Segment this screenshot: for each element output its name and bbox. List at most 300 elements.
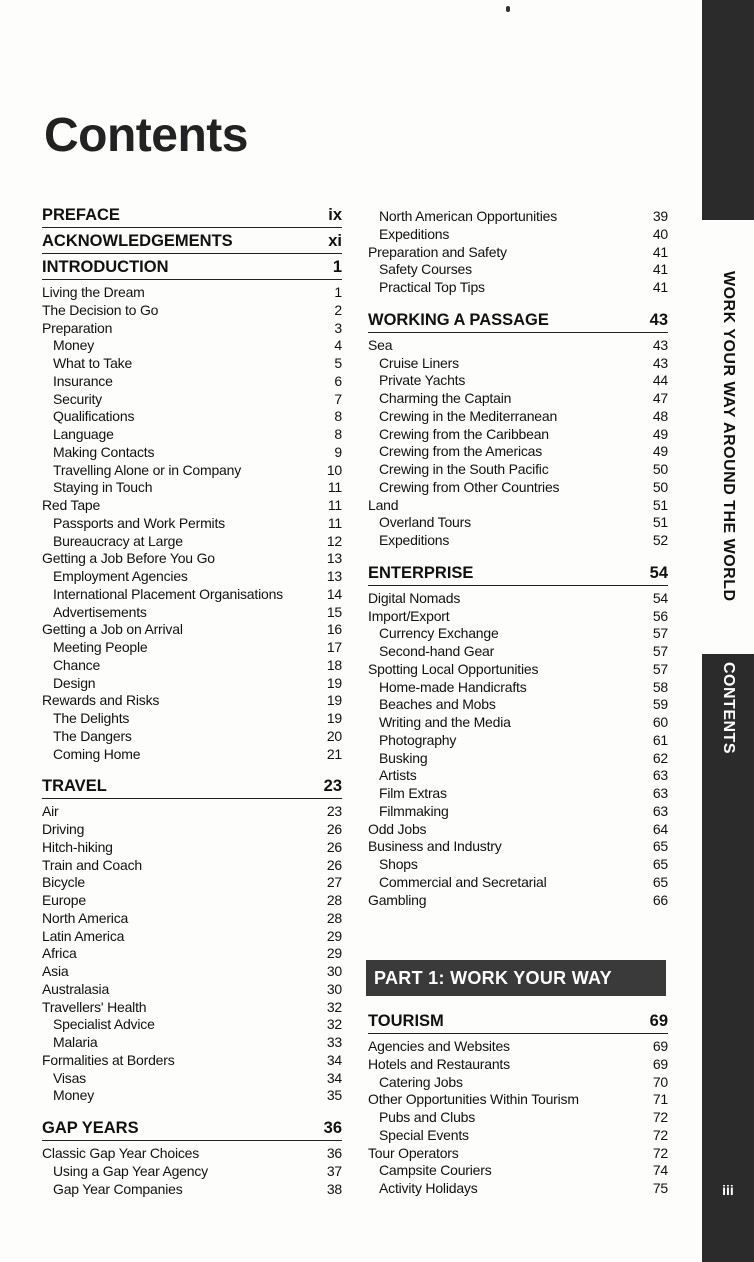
entry-title: Staying in Touch (53, 479, 153, 496)
page-ref: 23 (323, 777, 342, 796)
page-ref: 27 (326, 874, 342, 891)
page-ref: 18 (326, 656, 342, 673)
toc-entry (368, 679, 668, 697)
page-ref: 60 (652, 714, 668, 730)
entry-title: Practical Top Tips (379, 279, 485, 295)
page-ref: 33 (326, 1034, 342, 1050)
page-ref: 39 (652, 208, 668, 224)
page-ref: ix (328, 206, 342, 224)
toc-entry (42, 839, 342, 857)
page-ref: 13 (326, 550, 342, 567)
page-ref: 28 (326, 892, 342, 908)
toc-entry (42, 803, 342, 821)
spacer (368, 550, 668, 564)
toc-entry (42, 910, 342, 928)
page-ref: 49 (652, 425, 668, 442)
toc-entry (368, 874, 668, 892)
entry-title: Other Opportunities Within Tourism (368, 1091, 579, 1108)
entry-title: Busking (379, 749, 428, 766)
toc-entry (42, 462, 342, 480)
entry-title: Meeting People (53, 639, 148, 655)
toc-entry (42, 1034, 342, 1052)
entry-title: Using a Gap Year Agency (53, 1162, 208, 1179)
entry-title: Import/Export (368, 607, 450, 624)
toc-entry (368, 821, 668, 839)
page-ref: 57 (652, 625, 668, 642)
entry-title: Home-made Handicrafts (379, 678, 527, 695)
entry-title: Beaches and Mobs (379, 696, 496, 713)
entry-title: Odd Jobs (368, 820, 427, 837)
page-ref: 29 (326, 927, 342, 944)
toc-entry (368, 337, 668, 355)
toc-entry (42, 728, 342, 746)
page-ref: 63 (652, 767, 668, 784)
entry-title: Red Tape (42, 497, 101, 513)
page-ref: 72 (652, 1144, 668, 1161)
page-ref: 7 (334, 390, 342, 407)
entry-title: Money (53, 337, 95, 354)
page-ref: 10 (326, 461, 342, 478)
entry-title: Digital Nomads (368, 589, 461, 606)
toc-entry (42, 1181, 342, 1199)
toc-entry (42, 426, 342, 444)
toc-entry (42, 999, 342, 1017)
entry-title: The Delights (53, 710, 130, 726)
toc-entry (368, 1162, 668, 1180)
page-ref: 51 (652, 496, 668, 513)
page-ref: 4 (334, 337, 342, 354)
page-number: iii (722, 1182, 734, 1198)
entry-title: Hitch-hiking (42, 838, 113, 855)
page-ref: 13 (326, 568, 342, 584)
page-ref: 50 (652, 478, 668, 495)
page-ref: 36 (323, 1119, 342, 1137)
toc-section-header (42, 777, 342, 799)
entry-title: Land (368, 496, 399, 513)
toc-entry (368, 732, 668, 750)
toc-entry (368, 608, 668, 626)
page-ref: 14 (326, 585, 342, 602)
toc-entry (368, 532, 668, 550)
toc-entry (42, 1016, 342, 1034)
toc-section-header (42, 1119, 342, 1141)
page-ref: 48 (652, 407, 668, 424)
entry-title: Employment Agencies (53, 568, 188, 584)
entry-title: Insurance (53, 372, 113, 389)
page-ref: 43 (652, 354, 668, 371)
toc-entry (42, 639, 342, 657)
page-ref: 17 (326, 639, 342, 655)
entry-title: Campsite Couriers (379, 1162, 492, 1179)
toc-entry (42, 284, 342, 302)
toc-section-header (42, 232, 342, 254)
entry-title: Special Events (379, 1126, 469, 1143)
toc-entry (42, 1163, 342, 1181)
entry-title: Currency Exchange (379, 625, 499, 642)
page-ref: 50 (652, 461, 668, 477)
entry-title: Expeditions (379, 532, 450, 548)
toc-entry (42, 302, 342, 320)
toc-entry (368, 443, 668, 461)
page-ref: 12 (326, 532, 342, 549)
page-ref: 64 (652, 820, 668, 837)
entry-title: Australasia (42, 980, 110, 997)
entry-title: Tour Operators (368, 1144, 459, 1161)
entry-title: Preparation and Safety (368, 243, 507, 260)
entry-title: Coming Home (53, 745, 141, 762)
toc-entry (42, 320, 342, 338)
page-ref: 51 (652, 514, 668, 531)
toc-entry (368, 714, 668, 732)
toc-entry (368, 1127, 668, 1145)
entry-title: Crewing from the Caribbean (379, 425, 549, 442)
entry-title: Safety Courses (379, 261, 472, 278)
toc-entry (368, 514, 668, 532)
sidebar-section (702, 662, 754, 782)
page-ref: 19 (326, 710, 342, 726)
page-ref: 65 (652, 856, 668, 872)
entry-title: Artists (379, 767, 417, 784)
entry-title: Shops (379, 856, 418, 872)
toc-entry (42, 710, 342, 728)
entry-title: Expeditions (379, 225, 450, 242)
page-ref: 6 (334, 372, 342, 389)
entry-title: Chance (53, 656, 101, 673)
page-ref: 70 (652, 1073, 668, 1090)
ink-speck (506, 6, 510, 12)
toc-entry (368, 208, 668, 226)
entry-title: Bureaucracy at Large (53, 532, 183, 549)
page-ref: 75 (652, 1180, 668, 1196)
entry-title: Bicycle (42, 874, 85, 891)
page-ref: 30 (326, 980, 342, 997)
toc-entry (368, 590, 668, 608)
toc-entry (42, 337, 342, 355)
entry-title: What to Take (53, 355, 133, 371)
toc-entry (368, 461, 668, 479)
toc-entry (42, 1087, 342, 1105)
page-ref: 1 (334, 284, 342, 300)
page-ref: 32 (326, 998, 342, 1015)
entry-title: Crewing in the South Pacific (379, 461, 549, 477)
page-ref: 16 (326, 621, 342, 638)
page-ref: 57 (652, 660, 668, 677)
entry-title: Design (53, 674, 96, 691)
section-title: TOURISM (368, 1012, 444, 1030)
toc-entry (42, 928, 342, 946)
section-title: GAP YEARS (42, 1119, 139, 1137)
page-ref: 26 (326, 838, 342, 855)
page-ref: 41 (652, 279, 668, 295)
page-ref: 34 (326, 1051, 342, 1068)
entry-title: Latin America (42, 927, 125, 944)
page-ref: 34 (326, 1069, 342, 1086)
entry-title: Filmmaking (379, 802, 449, 819)
page-ref: 15 (326, 603, 342, 620)
page-ref: 28 (326, 909, 342, 926)
entry-title: Money (53, 1087, 95, 1104)
entry-title: Gap Year Companies (53, 1180, 183, 1197)
entry-title: International Placement Organisations (53, 585, 283, 602)
page-ref: 43 (649, 310, 668, 329)
toc-entry (42, 479, 342, 497)
toc-entry (368, 408, 668, 426)
toc-tourism-column (368, 1012, 668, 1198)
toc-entry (42, 444, 342, 462)
page-ref: 3 (334, 319, 342, 336)
book-title-text: WORK YOUR WAY AROUND THE WORLD (720, 270, 737, 602)
toc-entry (42, 746, 342, 764)
toc-entry (368, 426, 668, 444)
toc-section-header (368, 564, 668, 586)
toc-entry (368, 803, 668, 821)
toc-entry (42, 604, 342, 622)
toc-entry (42, 945, 342, 963)
toc-entry (368, 226, 668, 244)
entry-title: Rewards and Risks (42, 692, 160, 709)
toc-entry (368, 767, 668, 785)
entry-title: Writing and the Media (379, 714, 511, 730)
entry-title: Hotels and Restaurants (368, 1055, 510, 1072)
page-ref: 35 (326, 1087, 342, 1104)
entry-title: Qualifications (53, 408, 135, 425)
toc-entry (368, 390, 668, 408)
toc-entry (42, 657, 342, 675)
toc-entry (42, 1052, 342, 1070)
entry-title: Photography (379, 731, 457, 748)
toc-entry (368, 1074, 668, 1092)
page-ref: 69 (649, 1012, 668, 1030)
page-ref: 54 (652, 589, 668, 606)
entry-title: Preparation (42, 319, 113, 336)
section-title: ACKNOWLEDGEMENTS (42, 232, 233, 250)
page-ref: 40 (652, 225, 668, 242)
spacer (42, 1105, 342, 1119)
page-ref: 52 (652, 532, 668, 548)
page-ref: 19 (326, 674, 342, 691)
toc-entry (368, 355, 668, 373)
section-title: PREFACE (42, 206, 120, 224)
toc-entry (42, 1145, 342, 1163)
toc-entry (368, 1091, 668, 1109)
toc-section-header (42, 258, 342, 280)
entry-title: Second-hand Gear (379, 643, 495, 659)
toc-entry (368, 856, 668, 874)
entry-title: The Decision to Go (42, 301, 159, 318)
page-ref: 44 (652, 372, 668, 389)
page-ref: 2 (334, 301, 342, 318)
entry-title: North American Opportunities (379, 208, 558, 224)
page-ref: 58 (652, 678, 668, 695)
page-ref: 30 (326, 963, 342, 979)
entry-title: Making Contacts (53, 443, 155, 460)
page-ref: 32 (326, 1016, 342, 1033)
entry-title: Specialist Advice (53, 1016, 155, 1033)
page-ref: 66 (652, 891, 668, 908)
page-ref: 47 (652, 390, 668, 406)
toc-entry (368, 838, 668, 856)
entry-title: Business and Industry (368, 838, 502, 855)
toc-entry (42, 373, 342, 391)
page-ref: 38 (326, 1180, 342, 1197)
page-ref: 21 (326, 745, 342, 762)
entry-title: Crewing in the Mediterranean (379, 407, 558, 424)
toc-entry (42, 497, 342, 515)
toc-entry (368, 643, 668, 661)
entry-title: Train and Coach (42, 856, 142, 873)
toc-section-header (42, 206, 342, 228)
entry-title: The Dangers (53, 727, 132, 744)
entry-title: Africa (42, 945, 77, 962)
entry-title: Classic Gap Year Choices (42, 1145, 200, 1161)
toc-entry (42, 408, 342, 426)
entry-title: Malaria (53, 1034, 98, 1050)
entry-title: Sea (368, 336, 393, 353)
toc-right-column (368, 208, 668, 909)
toc-entry (368, 261, 668, 279)
toc-entry (368, 1180, 668, 1198)
entry-title: Gambling (368, 891, 427, 908)
page-ref: 20 (326, 727, 342, 744)
toc-entry (368, 1038, 668, 1056)
toc-entry (42, 981, 342, 999)
entry-title: Getting a Job Before You Go (42, 550, 215, 567)
entry-title: Travellers' Health (42, 998, 147, 1015)
entry-title: Film Extras (379, 785, 447, 801)
page-ref: 71 (652, 1091, 668, 1108)
entry-title: Agencies and Websites (368, 1038, 510, 1054)
page-ref: 41 (652, 261, 668, 278)
entry-title: Europe (42, 892, 86, 908)
page-ref: 43 (652, 336, 668, 353)
page-ref: 65 (652, 838, 668, 855)
toc-entry (368, 497, 668, 515)
entry-title: Commercial and Secretarial (379, 873, 547, 890)
page-ref: 41 (652, 243, 668, 260)
entry-title: Security (53, 390, 102, 407)
spacer (42, 763, 342, 777)
toc-section-header (368, 1012, 668, 1034)
entry-title: Visas (53, 1069, 86, 1086)
toc-entry (42, 857, 342, 875)
page-ref: 8 (334, 408, 342, 425)
page-ref: 63 (652, 785, 668, 801)
toc-entry (42, 692, 342, 710)
page-ref: 62 (652, 749, 668, 766)
sidebar-book-title (702, 236, 754, 636)
toc-left-column (42, 206, 342, 1198)
toc-entry (42, 515, 342, 533)
toc-entry (368, 1145, 668, 1163)
toc-entry (42, 568, 342, 586)
page-ref: 59 (652, 696, 668, 713)
page-ref: 11 (327, 514, 342, 531)
toc-entry (368, 625, 668, 643)
toc-entry (368, 279, 668, 297)
toc-entry (42, 874, 342, 892)
toc-entry (368, 750, 668, 768)
entry-title: Pubs and Clubs (379, 1109, 476, 1125)
page-ref: 11 (327, 479, 342, 496)
toc-entry (368, 1056, 668, 1074)
entry-title: Passports and Work Permits (53, 514, 225, 531)
entry-title: Living the Dream (42, 284, 145, 300)
entry-title: Private Yachts (379, 372, 466, 389)
section-title: INTRODUCTION (42, 258, 169, 276)
entry-title: Language (53, 426, 114, 442)
page-ref: xi (328, 232, 342, 250)
page-ref: 63 (652, 802, 668, 819)
page-ref: 72 (652, 1126, 668, 1143)
page-ref: 36 (326, 1145, 342, 1161)
spacer (368, 297, 668, 311)
entry-title: Asia (42, 963, 69, 979)
entry-title: Cruise Liners (379, 354, 459, 371)
page-ref: 61 (652, 731, 668, 748)
entry-title: North America (42, 909, 129, 926)
toc-entry (42, 355, 342, 373)
entry-title: Travelling Alone or in Company (53, 461, 242, 478)
toc-entry (368, 696, 668, 714)
section-label: CONTENTS (720, 662, 737, 754)
toc-entry (42, 1070, 342, 1088)
page-ref: 29 (326, 945, 342, 962)
page-ref: 23 (326, 803, 342, 820)
page-ref: 69 (652, 1055, 668, 1072)
page-ref: 26 (326, 856, 342, 873)
page-ref: 8 (334, 426, 342, 442)
page-ref: 5 (334, 355, 342, 371)
entry-title: Charming the Captain (379, 390, 512, 406)
toc-entry (42, 533, 342, 551)
toc-entry (42, 892, 342, 910)
page-ref: 65 (652, 873, 668, 890)
toc-entry (42, 391, 342, 409)
entry-title: Driving (42, 821, 85, 837)
page-ref: 37 (326, 1162, 342, 1179)
page-ref: 49 (652, 443, 668, 460)
toc-entry (368, 1109, 668, 1127)
toc-entry (42, 550, 342, 568)
page-ref: 9 (334, 443, 342, 460)
page-title: Contents (44, 109, 248, 162)
section-title: TRAVEL (42, 777, 107, 796)
section-title: WORKING A PASSAGE (368, 310, 549, 329)
toc-entry (42, 586, 342, 604)
toc-entry (42, 963, 342, 981)
entry-title: Formalities at Borders (42, 1051, 175, 1068)
sidebar-top-block (702, 0, 754, 220)
toc-entry (42, 675, 342, 693)
entry-title: Overland Tours (379, 514, 471, 531)
part-banner: PART 1: WORK YOUR WAY (366, 960, 666, 996)
entry-title: Activity Holidays (379, 1180, 478, 1196)
entry-title: Crewing from Other Countries (379, 478, 560, 495)
page-ref: 26 (326, 821, 342, 837)
page-ref: 1 (332, 258, 342, 276)
toc-entry (368, 785, 668, 803)
page-ref: 74 (652, 1162, 668, 1179)
page-ref: 56 (652, 607, 668, 624)
entry-title: Catering Jobs (379, 1073, 463, 1090)
page-ref: 57 (652, 643, 668, 659)
section-title: ENTERPRISE (368, 563, 474, 582)
toc-entry (368, 661, 668, 679)
toc-entry (42, 821, 342, 839)
toc-entry (368, 244, 668, 262)
toc-entry (368, 892, 668, 910)
page-ref: 19 (326, 692, 342, 709)
